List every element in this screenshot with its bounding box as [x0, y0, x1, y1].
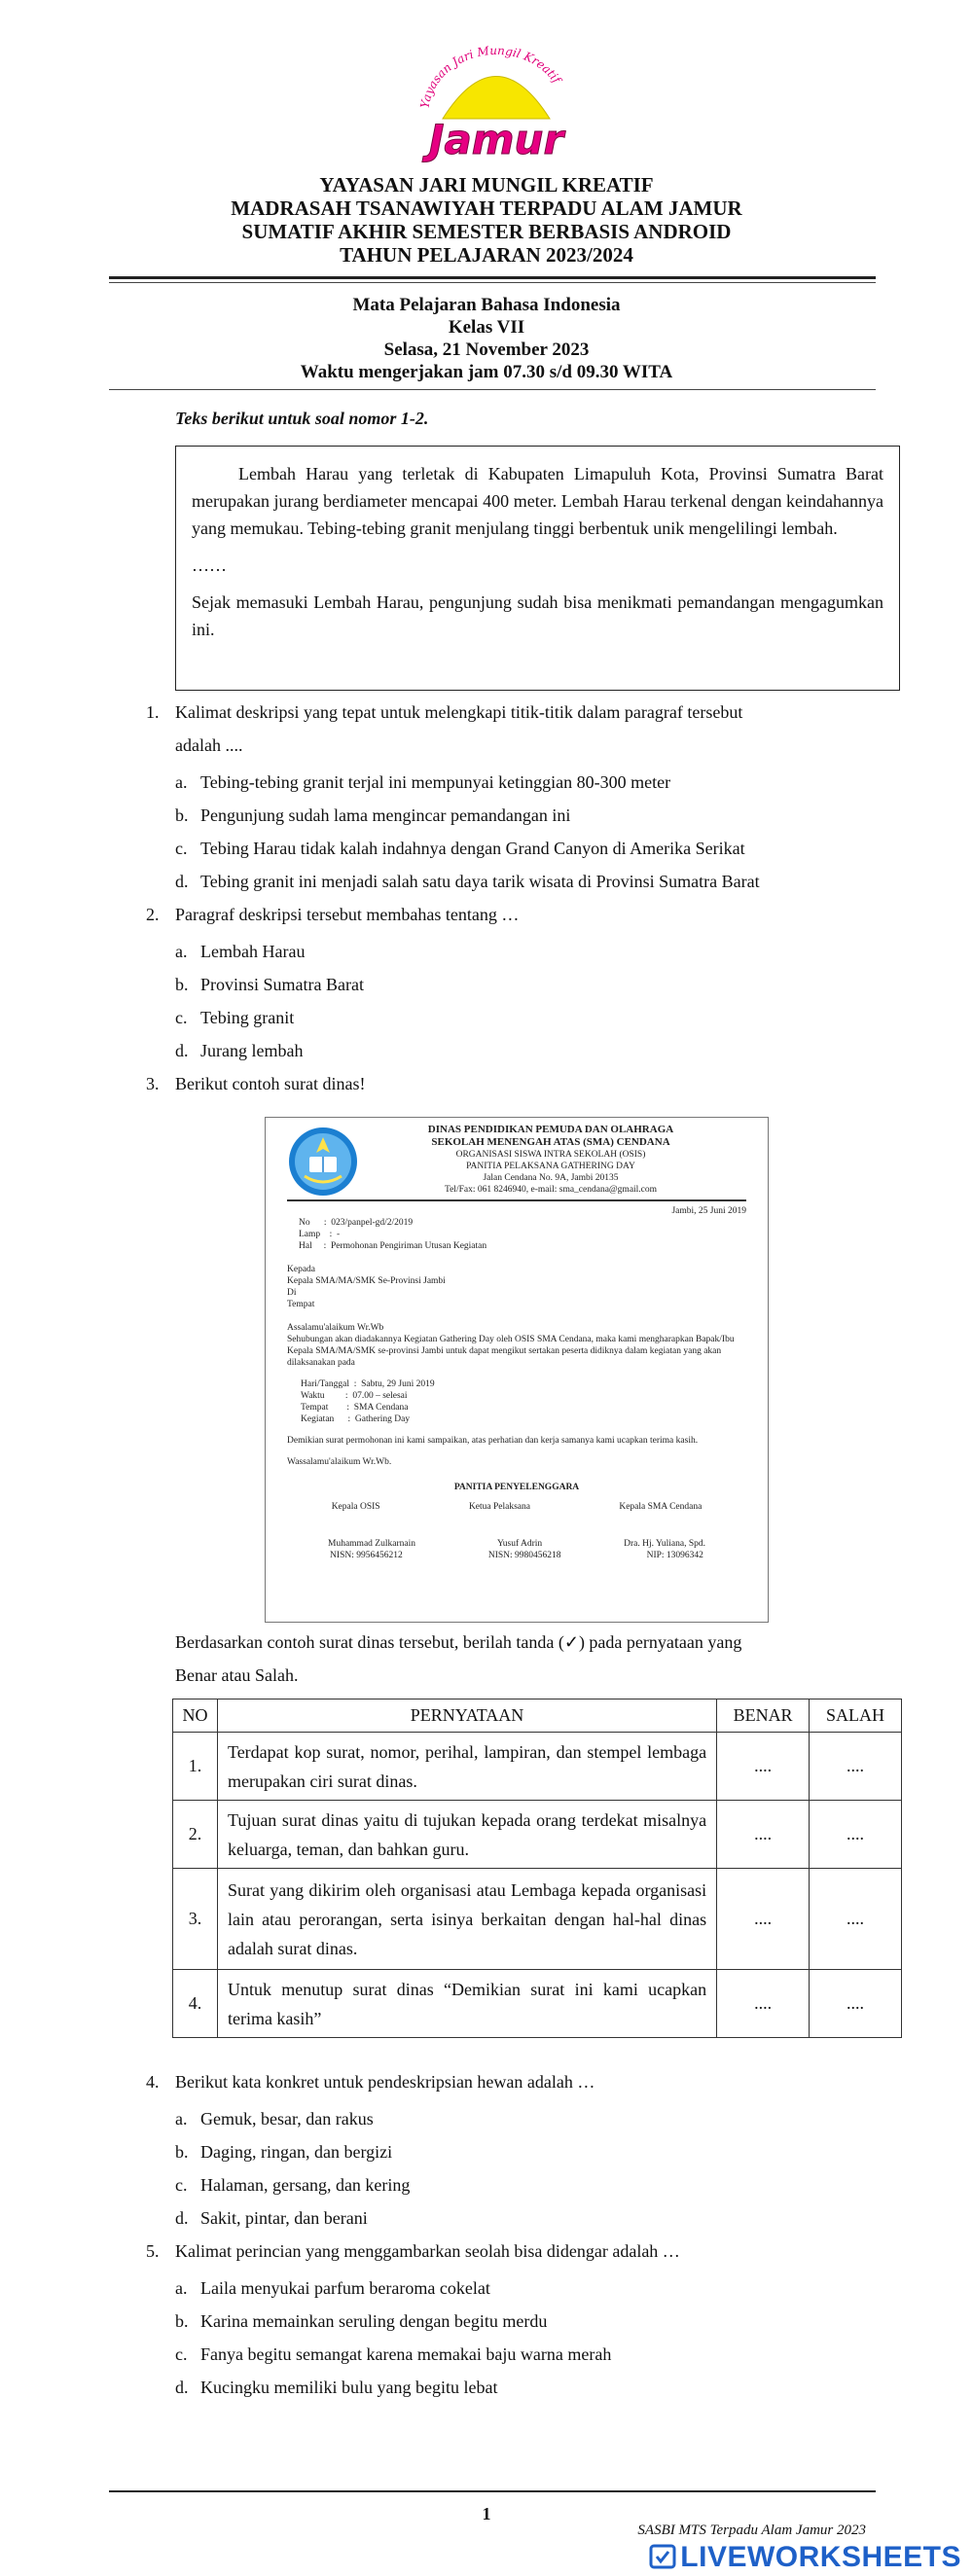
- liveworksheets-logo-icon: [649, 2543, 676, 2570]
- option-letter: b.: [175, 805, 189, 825]
- q2-option-d[interactable]: [175, 1039, 303, 1062]
- option-letter: c.: [175, 1008, 188, 1027]
- column-header-false: SALAH: [810, 1699, 902, 1733]
- question-3: [146, 1070, 366, 1097]
- option-text: Karina memainkan seruling dengan begitu merdu: [200, 2311, 548, 2331]
- passage-paragraph-1: Lembah Harau yang terletak di Kabupaten Limapuluh Kota, Provinsi Sumatra Barat merupakan jurang berdiameter mencapai 400 meter. Lembah Harau terkenal dengan keindahannya yang memukau. Tebing-tebing granit menjulang tinggi berbentuk unik mengelilingi lembah.: [192, 464, 883, 538]
- letter-recipient: Di: [287, 1288, 297, 1298]
- option-text: Daging, ringan, dan bergizi: [200, 2142, 393, 2162]
- option-text: Gemuk, besar, dan rakus: [200, 2109, 374, 2129]
- signer-id: NISN: 9980456218: [487, 1551, 561, 1560]
- q5-option-a[interactable]: [175, 2276, 490, 2300]
- question-5: [146, 2237, 680, 2265]
- letter-head-6: Tel/Fax: 061 8246940, e-mail: sma_cendana@gmail.com: [444, 1185, 658, 1195]
- q2-option-b[interactable]: [175, 973, 364, 996]
- q4-option-c[interactable]: [175, 2173, 410, 2197]
- signer-id: NIP: 13096342: [646, 1551, 703, 1560]
- letter-recipient: Kepala SMA/MA/SMK Se-Provinsi Jambi: [287, 1276, 446, 1286]
- signer-name: Muhammad Zulkarnain: [328, 1539, 415, 1549]
- option-text: Provinsi Sumatra Barat: [200, 975, 364, 994]
- false-check-cell[interactable]: ....: [810, 1869, 902, 1970]
- option-letter: b.: [175, 2311, 189, 2331]
- option-text: Tebing granit ini menjadi salah satu daya tarik wisata di Provinsi Sumatra Barat: [200, 872, 760, 891]
- signer-role: Kepala OSIS: [331, 1502, 380, 1512]
- header-line-2: MADRASAH TSANAWIYAH TERPADU ALAM JAMUR: [231, 197, 742, 220]
- header-line-4: TAHUN PELAJARAN 2023/2024: [340, 243, 633, 267]
- letter-head-3: ORGANISASI SISWA INTRA SEKOLAH (OSIS): [455, 1150, 646, 1160]
- option-letter: a.: [175, 2109, 188, 2129]
- school-logo: [389, 39, 603, 165]
- q1-option-a[interactable]: [175, 770, 670, 794]
- header-line-1: YAYASAN JARI MUNGIL KREATIF: [319, 173, 654, 197]
- letter-attachment: Lamp : -: [299, 1230, 341, 1239]
- option-letter: a.: [175, 942, 188, 961]
- letter-detail: Hari/Tanggal : Sabtu, 29 Juni 2019: [301, 1379, 435, 1389]
- letter-date: Jambi, 25 Juni 2019: [671, 1206, 746, 1216]
- row-number: 3.: [173, 1869, 218, 1970]
- option-text: Kucingku memiliki bulu yang begitu lebat: [200, 2378, 498, 2397]
- row-statement: Tujuan surat dinas yaitu di tujukan kepada orang terdekat misalnya keluarga, teman, dan bahkan guru.: [217, 1801, 716, 1869]
- option-letter: c.: [175, 839, 188, 858]
- letter-closing: Demikian surat permohonan ini kami sampaikan, atas perhatian dan kerja samanya kami ucapkan terima kasih.: [287, 1436, 699, 1446]
- option-letter: c.: [175, 2344, 188, 2364]
- question-text: Kalimat perincian yang menggambarkan seolah bisa didengar adalah …: [175, 2241, 680, 2261]
- option-letter: a.: [175, 772, 188, 792]
- option-text: Halaman, gersang, dan kering: [200, 2175, 411, 2195]
- true-false-table: [172, 1699, 902, 2038]
- letter-head-2: SEKOLAH MENENGAH ATAS (SMA) CENDANA: [431, 1136, 670, 1148]
- logo-arc-text: Yayasan Jari Mungil Kreatif: [417, 43, 564, 110]
- letter-detail: Tempat : SMA Cendana: [301, 1403, 409, 1413]
- instruction-line: Benar atau Salah.: [175, 1665, 299, 1685]
- question-text: Kalimat deskripsi yang tepat untuk melengkapi titik-titik dalam paragraf tersebut: [175, 702, 743, 722]
- option-letter: b.: [175, 975, 189, 994]
- true-check-cell[interactable]: ....: [717, 1869, 810, 1970]
- row-statement: Terdapat kop surat, nomor, perihal, lampiran, dan stempel lembaga merupakan ciri surat dinas.: [217, 1733, 716, 1801]
- table-header-row: [173, 1699, 902, 1733]
- q5-option-b[interactable]: [175, 2309, 547, 2333]
- false-check-cell[interactable]: ....: [810, 1970, 902, 2038]
- q4-option-b[interactable]: [175, 2140, 392, 2164]
- option-text: Tebing Harau tidak kalah indahnya dengan Grand Canyon di Amerika Serikat: [200, 839, 745, 858]
- education-emblem-icon: [287, 1126, 359, 1198]
- letter-number: No : 023/panpel-gd/2/2019: [299, 1218, 414, 1228]
- signer-role: Ketua Pelaksana: [468, 1502, 530, 1512]
- option-letter: a.: [175, 2278, 188, 2298]
- header-line-3: SUMATIF AKHIR SEMESTER BERBASIS ANDROID: [241, 220, 732, 243]
- true-check-cell[interactable]: ....: [717, 1970, 810, 2038]
- passage-box: [175, 446, 900, 691]
- q1-option-d[interactable]: [175, 870, 760, 893]
- footer-text: SASBI MTS Terpadu Alam Jamur 2023: [637, 2522, 866, 2538]
- option-text: Laila menyukai parfum beraroma cokelat: [200, 2278, 490, 2298]
- header-rule-thin: [109, 282, 876, 283]
- signer-name: Yusuf Adrin: [496, 1539, 543, 1549]
- row-number: 2.: [173, 1801, 218, 1869]
- question-number: 4.: [146, 2072, 160, 2092]
- q5-option-d[interactable]: [175, 2376, 497, 2399]
- option-text: Pengunjung sudah lama mengincar pemandangan ini: [200, 805, 571, 825]
- letter-detail: Kegiatan : Gathering Day: [301, 1414, 411, 1424]
- subject-line: Mata Pelajaran Bahasa Indonesia: [352, 295, 621, 315]
- letter-recipient: Tempat: [287, 1300, 315, 1309]
- letter-subject: Hal : Permohonan Pengiriman Utusan Kegiatan: [299, 1241, 487, 1251]
- question-text: Berikut contoh surat dinas!: [175, 1074, 366, 1093]
- option-letter: c.: [175, 2175, 188, 2195]
- q4-option-a[interactable]: [175, 2107, 374, 2130]
- row-number: 1.: [173, 1733, 218, 1801]
- passage-intro: Teks berikut untuk soal nomor 1-2.: [175, 409, 429, 428]
- q2-option-a[interactable]: [175, 940, 305, 963]
- liveworksheets-brand[interactable]: [649, 2541, 961, 2574]
- row-statement: Untuk menutup surat dinas “Demikian surat ini kami ucapkan terima kasih”: [217, 1970, 716, 2038]
- option-text: Fanya begitu semangat karena memakai baju warna merah: [200, 2344, 612, 2364]
- q5-option-c[interactable]: [175, 2343, 611, 2366]
- letter-greeting: Assalamu'alaikum Wr.Wb: [287, 1323, 384, 1333]
- sample-letter-image: [265, 1117, 769, 1623]
- question-2: [146, 901, 520, 928]
- question-text: Paragraf deskripsi tersebut membahas tentang …: [175, 905, 520, 924]
- option-letter: d.: [175, 1041, 189, 1060]
- letter-head-rule: [287, 1199, 746, 1201]
- brand-text: LIVEWORKSHEETS: [680, 2541, 961, 2573]
- column-header-no: NO: [173, 1699, 218, 1733]
- class-line: Kelas VII: [448, 317, 525, 338]
- page-number: 1: [482, 2504, 491, 2523]
- table-row: [173, 1970, 902, 2038]
- column-header-statement: PERNYATAAN: [217, 1699, 716, 1733]
- question-number: 1.: [146, 702, 160, 722]
- true-check-cell[interactable]: ....: [717, 1733, 810, 1801]
- signer-name: Dra. Hj. Yuliana, Spd.: [624, 1539, 705, 1549]
- letter-body: Sehubungan akan diadakannya Kegiatan Gathering Day oleh OSIS SMA Cendana, maka kami mengharapkan Bapak/Ibu Kepala SMA/MA/SMK se-provinsi Jambi untuk dapat mengikut sertakan peserta didiknya dalam kegiatan yang akan dilaksanakan pada: [287, 1335, 735, 1368]
- time-line: Waktu mengerjakan jam 07.30 s/d 09.30 WITA: [300, 362, 673, 382]
- question-3-instruction: [175, 1628, 900, 1689]
- passage-ellipsis: ……: [192, 555, 227, 575]
- letter-head-5: Jalan Cendana No. 9A, Jambi 20135: [483, 1173, 619, 1183]
- footer-rule: [109, 2490, 876, 2492]
- false-check-cell[interactable]: ....: [810, 1801, 902, 1869]
- question-number: 5.: [146, 2241, 160, 2261]
- option-text: Tebing granit: [200, 1008, 295, 1027]
- letter-committee: PANITIA PENYELENGGARA: [453, 1483, 580, 1492]
- header-rule-thick: [109, 276, 876, 279]
- true-check-cell[interactable]: ....: [717, 1801, 810, 1869]
- question-1: [146, 698, 915, 759]
- question-text-cont: adalah ....: [175, 735, 243, 755]
- q1-option-b[interactable]: [175, 804, 570, 827]
- option-text: Lembah Harau: [200, 942, 306, 961]
- option-text: Sakit, pintar, dan berani: [200, 2208, 368, 2228]
- q4-option-d[interactable]: [175, 2206, 368, 2230]
- letter-farewell: Wassalamu'alaikum Wr.Wb.: [287, 1457, 392, 1467]
- question-4: [146, 2068, 595, 2095]
- question-text: Berikut kata konkret untuk pendeskripsian hewan adalah …: [175, 2072, 595, 2092]
- option-letter: d.: [175, 2208, 189, 2228]
- table-row: [173, 1801, 902, 1869]
- table-row: [173, 1733, 902, 1801]
- instruction-line: Berdasarkan contoh surat dinas tersebut, berilah tanda (✓) pada pernyataan yang: [175, 1632, 742, 1652]
- option-letter: d.: [175, 872, 189, 891]
- q1-option-c[interactable]: [175, 837, 745, 860]
- signer-id: NISN: 9956456212: [330, 1551, 403, 1560]
- false-check-cell[interactable]: ....: [810, 1733, 902, 1801]
- passage-paragraph-3: Sejak memasuki Lembah Harau, pengunjung sudah bisa menikmati pemandangan mengagumkan ini.: [192, 592, 883, 639]
- row-statement: Surat yang dikirim oleh organisasi atau Lembaga kepada organisasi lain atau perorangan, serta isinya berkaitan dengan hal-hal dinas adalah surat dinas.: [217, 1869, 716, 1970]
- question-number: 3.: [146, 1074, 160, 1093]
- logo-word: Jamur: [428, 116, 564, 163]
- option-letter: b.: [175, 2142, 189, 2162]
- signer-role: Kepala SMA Cendana: [619, 1502, 703, 1512]
- subheader-rule: [109, 389, 876, 390]
- letter-detail: Waktu : 07.00 – selesai: [301, 1391, 408, 1401]
- option-text: Jurang lembah: [200, 1041, 304, 1060]
- column-header-true: BENAR: [717, 1699, 810, 1733]
- letter-head-4: PANITIA PELAKSANA GATHERING DAY: [466, 1162, 635, 1171]
- letter-recipient: Kepada: [287, 1265, 316, 1274]
- letter-head-1: DINAS PENDIDIKAN PEMUDA DAN OLAHRAGA: [427, 1124, 674, 1135]
- table-row: [173, 1869, 902, 1970]
- question-number: 2.: [146, 905, 160, 924]
- q2-option-c[interactable]: [175, 1006, 294, 1029]
- date-line: Selasa, 21 November 2023: [383, 340, 590, 360]
- option-letter: d.: [175, 2378, 189, 2397]
- option-text: Tebing-tebing granit terjal ini mempunyai ketinggian 80-300 meter: [200, 772, 671, 792]
- row-number: 4.: [173, 1970, 218, 2038]
